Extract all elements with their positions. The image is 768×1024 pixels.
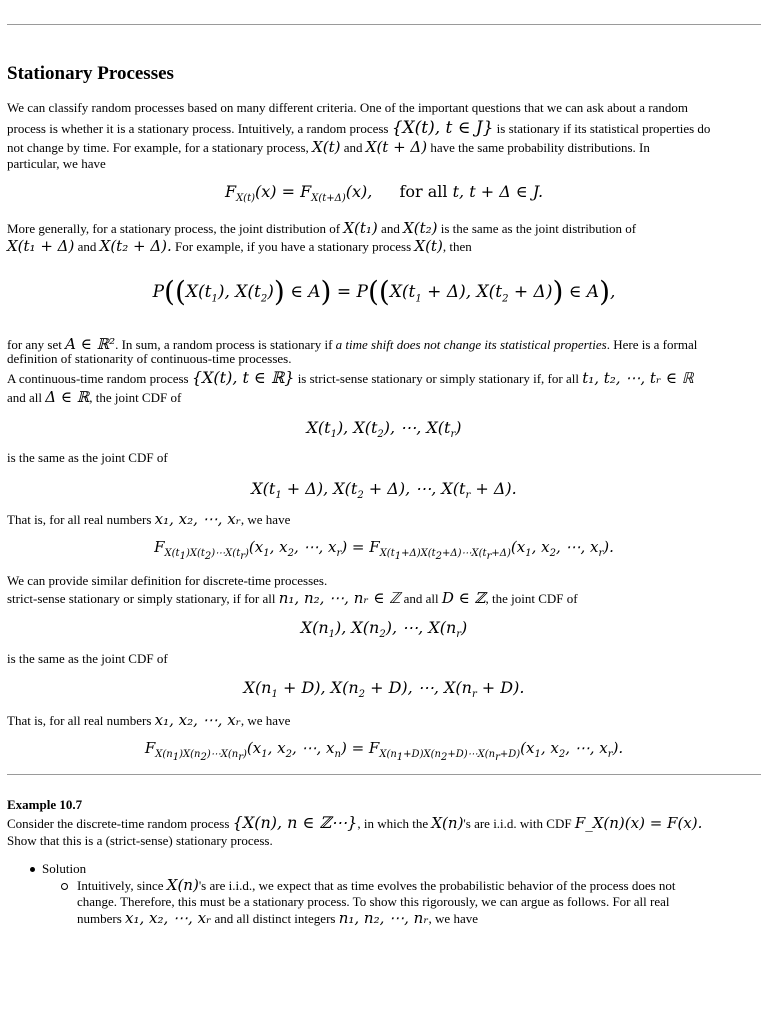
text-run: , the joint CDF of bbox=[89, 390, 182, 405]
paragraph-line bbox=[7, 139, 650, 156]
text-run: is stationary if its statistical properties do bbox=[496, 121, 711, 136]
inline-math: n₁, n₂, ⋯, nᵣ bbox=[338, 909, 429, 927]
inline-math: {X(n), n ∈ ℤ⋯} bbox=[232, 813, 358, 832]
paragraph-line bbox=[7, 815, 702, 832]
paragraph-line bbox=[7, 511, 290, 528]
inline-math: x₁, x₂, ⋯, xᵣ bbox=[154, 711, 241, 729]
text-run: not change by time. For example, for a stationary process, bbox=[7, 140, 309, 155]
text-run: numbers bbox=[77, 911, 122, 926]
text-run: and bbox=[343, 140, 363, 155]
text-run: , we have bbox=[428, 911, 478, 926]
display-equation: $X(t_1 + \Delta)$, $X(t_2 + \Delta)$, ⋯, $X(t_r + \Delta)$. bbox=[251, 479, 517, 502]
display-equation: $F_{X(t)}(x) = F_{X(t+\Delta)}(x)$, for all t, t + Δ ∈ J. bbox=[224, 182, 544, 205]
inline-math: n₁, n₂, ⋯, nᵣ ∈ ℤ bbox=[278, 589, 401, 607]
text-run: process is whether it is a stationary process. Intuitively, a random process bbox=[7, 121, 389, 136]
display-equation: $F_{X(t_1)X(t_2)\cdots X(t_r)}(x_1$, $x_2$, ⋯, $x_r) = F_{X(t_1+\Delta)X(t_2+\Delta)\cdots X(t_r+\Delta)}(x_1$, $x_2$, ⋯, $x_r$). bbox=[154, 538, 614, 562]
top-divider bbox=[7, 24, 761, 25]
text-run: Intuitively, since bbox=[77, 878, 164, 893]
text-run: For example, if you have a stationary process bbox=[175, 239, 412, 254]
list-bullet bbox=[30, 867, 35, 872]
display-equation: $F_{X(n_1)X(n_2)\cdots X(n_r)}(x_1$, $x_2$, ⋯, $x_n) = F_{X(n_1+D)X(n_2+D)\cdots X(n_r+D)}(x_1$, $x_2$, ⋯, $x_r$). bbox=[144, 739, 624, 763]
text-run: and bbox=[77, 239, 97, 254]
inline-math: X(t + Δ) bbox=[365, 138, 428, 156]
inline-math: D ∈ ℤ bbox=[441, 589, 486, 607]
paragraph-line bbox=[7, 220, 636, 237]
paragraph-line: particular, we have bbox=[7, 156, 106, 171]
text-run: for any set bbox=[7, 337, 62, 352]
inline-math: X(n) bbox=[166, 876, 199, 894]
inline-math: F_X(n)(x) = F(x). bbox=[574, 814, 703, 832]
inline-math: X(t₁ + Δ) bbox=[7, 237, 75, 255]
paragraph-line: We can provide similar definition for discrete-time processes. bbox=[7, 573, 328, 588]
text-run: . In sum, a random process is stationary if bbox=[115, 337, 333, 352]
text-run: More generally, for a stationary process, the joint distribution of bbox=[7, 221, 341, 236]
text-run: is strict-sense stationary or simply stationary if, for all bbox=[297, 371, 579, 386]
inline-math: X(t₂ + Δ). bbox=[99, 237, 172, 255]
text-run: That is, for all real numbers bbox=[7, 713, 152, 728]
text-run: and bbox=[381, 221, 400, 236]
display-equation: $X(t_1)$, $X(t_2)$, ⋯, $X(t_r)$ bbox=[306, 418, 462, 441]
text-run: , in which the bbox=[357, 816, 429, 831]
text-run: , we have bbox=[240, 512, 291, 527]
inline-math: x₁, x₂, ⋯, xᵣ bbox=[125, 909, 212, 927]
paragraph-line: We can classify random processes based on many different criteria. One of the important questions that we can ask about a random bbox=[7, 100, 688, 115]
text-run: have the same probability distributions. In bbox=[430, 140, 650, 155]
text-run: , we have bbox=[240, 713, 291, 728]
emphasis-text: a time shift does not change its statistical properties bbox=[335, 337, 607, 352]
inline-math: X(t) bbox=[312, 138, 341, 156]
text-run: A continuous-time random process bbox=[7, 371, 189, 386]
inline-math: Δ ∈ ℝ bbox=[45, 388, 90, 406]
inline-math: {X(t), t ∈ ℝ} bbox=[191, 368, 295, 387]
inline-math: X(n) bbox=[431, 814, 464, 832]
paragraph-line: definition of stationarity of continuous-time processes. bbox=[7, 351, 292, 366]
inline-math: {X(t), t ∈ J} bbox=[391, 118, 494, 138]
text-run: Consider the discrete-time random process bbox=[7, 816, 230, 831]
display-equation: $X(n_1 + D)$, $X(n_2 + D)$, ⋯, $X(n_r + D)$. bbox=[243, 678, 525, 701]
inline-math: x₁, x₂, ⋯, xᵣ bbox=[154, 510, 241, 528]
paragraph-line bbox=[7, 590, 578, 607]
text-run: , then bbox=[442, 239, 472, 254]
inline-math: X(t₂) bbox=[403, 219, 438, 237]
inline-math: X(t) bbox=[414, 237, 443, 255]
text-run: strict-sense stationary or simply stationary, if for all bbox=[7, 591, 276, 606]
inline-math: A ∈ ℝ² bbox=[65, 335, 116, 353]
text-run: . Here is a formal bbox=[606, 337, 698, 352]
text-run: 's are i.i.d., we expect that as time evolves the probabilistic behavior of the process does not bbox=[198, 878, 676, 893]
paragraph-line: is the same as the joint CDF of bbox=[7, 450, 168, 465]
section-divider bbox=[7, 774, 761, 775]
paragraph-line bbox=[7, 120, 710, 137]
text-run: , the joint CDF of bbox=[485, 591, 578, 606]
paragraph-line: Show that this is a (strict-sense) stationary process. bbox=[7, 833, 273, 848]
inline-math: t₁, t₂, ⋯, tᵣ ∈ ℝ bbox=[582, 369, 694, 387]
paragraph-line: change. Therefore, this must be a stationary process. To show this rigorously, we can argue as follows. For all real bbox=[77, 894, 670, 909]
paragraph-line bbox=[77, 910, 478, 927]
text-run: and all distinct integers bbox=[214, 911, 336, 926]
text-run: 's are i.i.d. with CDF bbox=[463, 816, 572, 831]
text-run: and all bbox=[403, 591, 439, 606]
text-run: That is, for all real numbers bbox=[7, 512, 152, 527]
text-run: and all bbox=[7, 390, 43, 405]
paragraph-line: is the same as the joint CDF of bbox=[7, 651, 168, 666]
paragraph-line bbox=[77, 877, 676, 894]
inline-math: X(t₁) bbox=[343, 219, 378, 237]
sub-list-bullet bbox=[61, 883, 68, 890]
section-title: Stationary Processes bbox=[7, 63, 174, 84]
text-run: is the same as the joint distribution of bbox=[440, 221, 637, 236]
paragraph-line bbox=[7, 370, 694, 387]
display-equation: $P((X(t_1)$, $X(t_2)$) ∈ $A) = P((X(t_1 + \Delta)$, $X(t_2 + \Delta)$) ∈ A), bbox=[152, 275, 616, 308]
display-equation: $X(n_1)$, $X(n_2)$, ⋯, $X(n_r)$ bbox=[300, 618, 468, 641]
paragraph-line bbox=[7, 712, 290, 729]
paragraph-line bbox=[7, 238, 472, 255]
paragraph-line bbox=[7, 389, 181, 406]
example-title: Example 10.7 bbox=[7, 797, 83, 812]
solution-label: Solution bbox=[42, 861, 87, 876]
